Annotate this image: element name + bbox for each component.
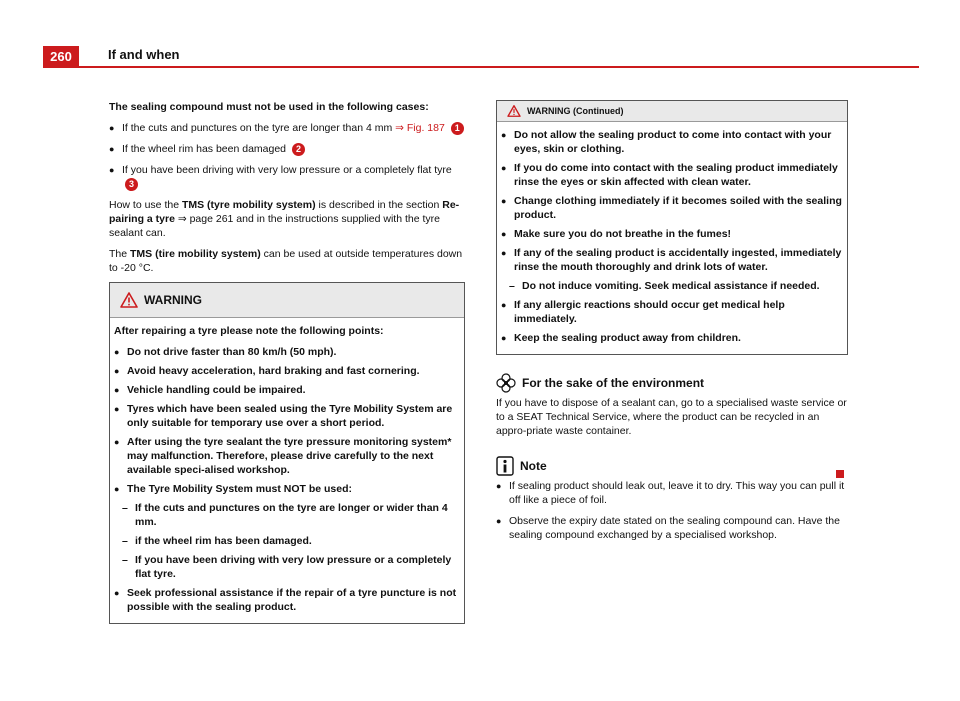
- bullet-icon: ●: [114, 385, 120, 395]
- warning-item: Keep the sealing product away from children.: [514, 332, 741, 344]
- list-item: [496, 479, 848, 507]
- warning-item: Seek professional assistance if the repair of a tyre puncture is not possible with the sealing product.: [127, 587, 457, 613]
- warning-item: If any of the sealing product is accidentally ingested, immediately rinse the mouth thoroughly and drink lots of water.: [514, 247, 842, 273]
- note-heading-row: [496, 456, 848, 476]
- section-ref: Re-pairing a tyre: [109, 199, 460, 225]
- bullet-icon: ●: [114, 404, 120, 414]
- warning-item: Make sure you do not breathe in the fumes!: [514, 228, 732, 240]
- sub-list-item: [114, 534, 460, 548]
- dash-icon: –: [122, 502, 128, 514]
- temp-text: can be used at outside temperatures down to -20 °C.: [109, 248, 463, 274]
- callout-badge: 1: [451, 122, 464, 135]
- bullet-icon: ●: [501, 229, 507, 239]
- page-header: [0, 0, 960, 70]
- environment-body: If you have to dispose of a sealant can, go to a specialised waste service or to a SEAT Technical Service, where the product can be recycled in an appro-priate waste container.: [496, 397, 847, 437]
- sub-list-item: [114, 553, 460, 581]
- header-rule: [43, 66, 919, 68]
- warning-label: WARNING: [144, 293, 202, 307]
- list-item: [501, 331, 843, 345]
- warning-body: [497, 122, 847, 354]
- warning-subitem: If the cuts and punctures on the tyre are longer or wider than 4 mm.: [135, 502, 448, 528]
- bullet-icon: ●: [501, 300, 507, 310]
- note-item: If sealing product should leak out, leave it to dry. This way you can pull it off like a piece of foil.: [509, 480, 845, 506]
- warning-label: WARNING (Continued): [527, 106, 624, 116]
- right-column: [496, 100, 848, 549]
- sub-list-item: [114, 501, 460, 529]
- dash-icon: –: [122, 535, 128, 547]
- bullet-icon: ●: [501, 130, 507, 140]
- temperature-paragraph: [109, 247, 465, 275]
- list-item: [114, 383, 460, 397]
- warning-subitem: Do not induce vomiting. Seek medical assistance if needed.: [522, 280, 820, 292]
- warning-triangle-icon: [507, 105, 521, 117]
- bullet-icon: ●: [501, 248, 507, 258]
- warning-item: Avoid heavy acceleration, hard braking and fast cornering.: [127, 365, 420, 377]
- figure-link[interactable]: ⇒ Fig. 187: [395, 122, 445, 134]
- warning-header: [497, 101, 847, 122]
- bullet-icon: ●: [496, 481, 502, 491]
- case-text: If the cuts and punctures on the tyre are longer than 4 mm: [122, 122, 393, 134]
- warning-continued-box: [496, 100, 848, 355]
- warning-item: Do not drive faster than 80 km/h (50 mph).: [127, 346, 337, 358]
- warning-item: If you do come into contact with the sealing product immediately rinse the eyes or skin affected with clean water.: [514, 162, 838, 188]
- howto-text: is described in the section: [315, 199, 443, 211]
- callout-badge: 3: [125, 178, 138, 191]
- list-item: [501, 298, 843, 326]
- warning-item: After using the tyre sealant the tyre pressure monitoring system* may malfunction. Therefore, please drive carefully to the next available speci-alised workshop.: [127, 436, 452, 476]
- warning-item: Tyres which have been sealed using the Tyre Mobility System are only suitable for temporary use over a short period.: [127, 403, 453, 429]
- section-end-marker: [836, 470, 844, 478]
- bullet-icon: ●: [501, 196, 507, 206]
- warning-intro: After repairing a tyre please note the following points:: [114, 325, 384, 337]
- bullet-icon: ●: [501, 163, 507, 173]
- list-item: [114, 402, 460, 430]
- bullet-icon: ●: [501, 333, 507, 343]
- list-item: [109, 163, 465, 191]
- bullet-icon: ●: [109, 144, 115, 154]
- list-item: [114, 435, 460, 477]
- warning-item: Do not allow the sealing product to come into contact with your eyes, skin or clothing.: [514, 129, 832, 155]
- dash-icon: –: [509, 280, 515, 292]
- list-item: [501, 128, 843, 156]
- case-text: If you have been driving with very low pressure or a completely flat tyre: [122, 164, 452, 176]
- bullet-icon: ●: [114, 484, 120, 494]
- sub-list-item: [501, 279, 843, 293]
- flower-icon: [496, 373, 516, 393]
- list-item: [114, 482, 460, 496]
- temp-text: The: [109, 248, 131, 260]
- left-column: [109, 100, 465, 624]
- warning-triangle-icon: [120, 292, 138, 308]
- warning-body: [110, 318, 464, 623]
- bullet-icon: ●: [114, 588, 120, 598]
- callout-badge: 2: [292, 143, 305, 156]
- tms-term: TMS (tyre mobility system): [181, 199, 316, 211]
- warning-item: Change clothing immediately if it becomes soiled with the sealing product.: [514, 195, 842, 221]
- list-item: [501, 194, 843, 222]
- note-item: Observe the expiry date stated on the sealing compound can. Have the sealing compound exchanged by a specialised workshop.: [509, 515, 840, 541]
- environment-heading: For the sake of the environment: [522, 376, 705, 390]
- warning-item: If any allergic reactions should occur get medical help immediately.: [514, 299, 785, 325]
- list-item: [501, 227, 843, 241]
- warning-item: Vehicle handling could be impaired.: [127, 384, 306, 396]
- list-item: [109, 142, 465, 156]
- warning-item: The Tyre Mobility System must NOT be used:: [127, 483, 353, 495]
- info-icon: [496, 456, 514, 476]
- bullet-icon: ●: [109, 165, 115, 175]
- bullet-icon: ●: [114, 347, 120, 357]
- bullet-icon: ●: [109, 123, 115, 133]
- list-item: [114, 586, 460, 614]
- tms-term: TMS (tire mobility system): [130, 248, 261, 260]
- list-item: [496, 514, 848, 542]
- howto-text: How to use the: [109, 199, 182, 211]
- warning-header: [110, 283, 464, 318]
- warning-box: [109, 282, 465, 624]
- bullet-icon: ●: [114, 366, 120, 376]
- list-item: [114, 364, 460, 378]
- cases-intro: The sealing compound must not be used in the following cases:: [109, 101, 429, 113]
- page-link[interactable]: ⇒ page 261 and in the instructions supplied with the tyre sealant can.: [109, 213, 440, 239]
- list-item: [114, 345, 460, 359]
- list-item: [501, 246, 843, 274]
- bullet-icon: ●: [114, 437, 120, 447]
- bullet-icon: ●: [496, 516, 502, 526]
- warning-subitem: If you have been driving with very low pressure or a completely flat tyre.: [135, 554, 452, 580]
- case-text: If the wheel rim has been damaged: [122, 143, 287, 155]
- list-item: [501, 161, 843, 189]
- warning-subitem: if the wheel rim has been damaged.: [135, 535, 312, 547]
- dash-icon: –: [122, 554, 128, 566]
- page-title: If and when: [108, 47, 180, 62]
- page-number: 260: [43, 46, 79, 68]
- note-heading: Note: [520, 459, 547, 473]
- list-item: [109, 121, 465, 135]
- environment-heading-row: [496, 373, 848, 393]
- howto-paragraph: [109, 198, 465, 240]
